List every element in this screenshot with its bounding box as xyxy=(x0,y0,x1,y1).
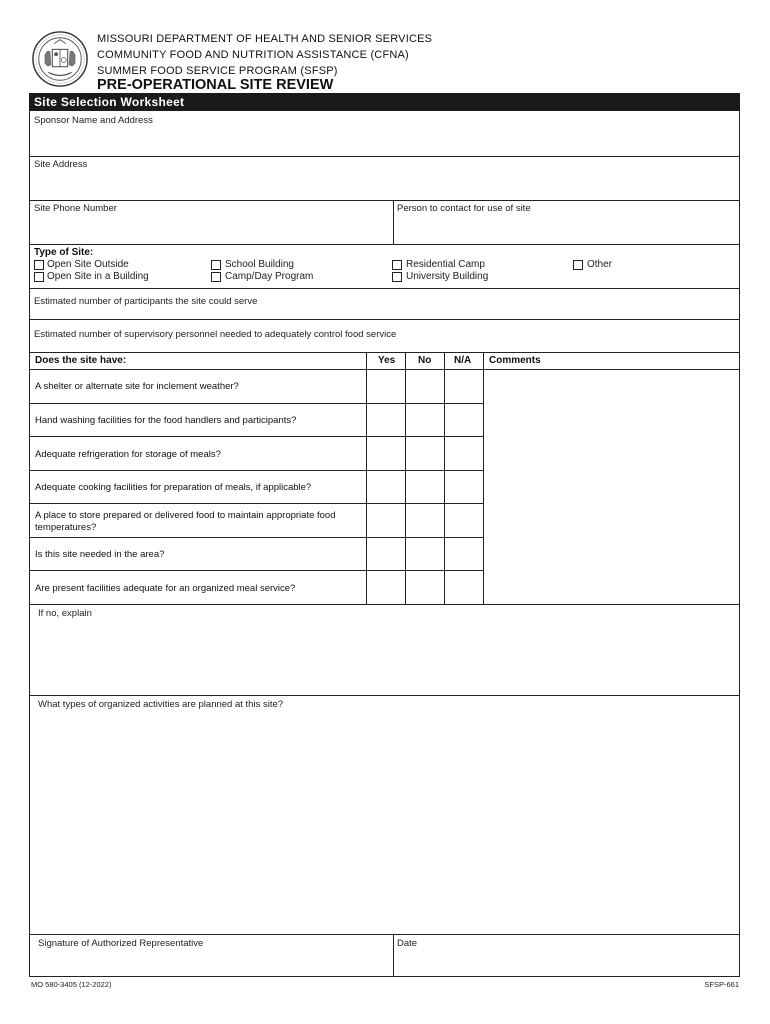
participants-estimate-label: Estimated number of participants the site could serve xyxy=(34,296,258,307)
question-cooking: Adequate cooking facilities for preparation of meals, if applicable? xyxy=(35,482,312,493)
divider xyxy=(29,244,740,245)
contact-person-field[interactable] xyxy=(395,214,738,243)
divider xyxy=(29,288,740,289)
date-label: Date xyxy=(397,938,418,949)
table-header-no: No xyxy=(418,355,432,366)
option-label: Residential Camp xyxy=(406,259,485,270)
divider xyxy=(29,503,483,504)
question-facilities-adequate: Are present facilities adequate for an organized meal service? xyxy=(35,583,296,594)
program-name: SUMMER FOOD SERVICE PROGRAM (SFSP) xyxy=(97,65,338,77)
worksheet-title: Site Selection Worksheet xyxy=(29,93,740,111)
answer-yes-cell[interactable] xyxy=(367,370,405,403)
divider xyxy=(29,537,483,538)
option-label: Other xyxy=(587,259,613,270)
table-header-na: N/A xyxy=(454,355,472,366)
question-shelter: A shelter or alternate site for inclement weather? xyxy=(35,381,239,392)
checkbox-other[interactable] xyxy=(573,260,583,270)
activities-field[interactable] xyxy=(30,711,738,933)
explain-label: If no, explain xyxy=(38,608,92,619)
table-header-comments: Comments xyxy=(489,355,541,366)
activities-label: What types of organized activities are planned at this site? xyxy=(38,699,284,710)
divider xyxy=(29,200,740,201)
type-of-site-label: Type of Site: xyxy=(34,247,94,258)
site-address-field[interactable] xyxy=(30,170,738,199)
signature-field[interactable] xyxy=(30,950,392,976)
divider xyxy=(393,934,394,977)
checkbox-open-site-outside[interactable] xyxy=(34,260,44,270)
table-header-yes: Yes xyxy=(378,355,396,366)
option-label: Camp/Day Program xyxy=(225,271,314,282)
site-address-label: Site Address xyxy=(34,159,88,170)
checkbox-camp-day-program[interactable] xyxy=(211,272,221,282)
question-site-needed: Is this site needed in the area? xyxy=(35,549,165,560)
explain-field[interactable] xyxy=(30,620,738,694)
date-field[interactable] xyxy=(395,950,738,976)
contact-person-label: Person to contact for use of site xyxy=(397,203,531,214)
division-name: COMMUNITY FOOD AND NUTRITION ASSISTANCE (CFNA) xyxy=(97,49,409,61)
divider xyxy=(29,604,740,605)
comments-field[interactable] xyxy=(484,370,739,603)
sponsor-name-field[interactable] xyxy=(30,125,738,155)
divider xyxy=(393,200,394,244)
sponsor-name-label: Sponsor Name and Address xyxy=(34,115,153,126)
checkbox-open-site-in-building[interactable] xyxy=(34,272,44,282)
divider xyxy=(366,403,483,404)
missouri-seal-icon xyxy=(31,30,89,88)
personnel-estimate-label: Estimated number of supervisory personnel needed to adequately control food service xyxy=(34,329,397,340)
divider xyxy=(29,156,740,157)
question-food-storage: A place to store prepared or delivered food to maintain appropriate food temperatures? xyxy=(35,510,336,533)
question-refrigeration: Adequate refrigeration for storage of meals? xyxy=(35,449,221,460)
form-title: PRE-OPERATIONAL SITE REVIEW xyxy=(97,77,334,93)
divider xyxy=(29,570,483,571)
divider xyxy=(29,470,483,471)
site-phone-label: Site Phone Number xyxy=(34,203,117,214)
form-number: MO 580-3405 (12-2022) xyxy=(31,980,112,989)
divider xyxy=(29,319,740,320)
option-label: Open Site in a Building xyxy=(47,271,149,282)
divider xyxy=(29,403,366,404)
site-phone-field[interactable] xyxy=(30,214,392,243)
checkbox-university-building[interactable] xyxy=(392,272,402,282)
divider xyxy=(29,934,740,935)
divider xyxy=(29,695,740,696)
signature-label: Signature of Authorized Representative xyxy=(38,938,204,949)
form-code: SFSP-661 xyxy=(704,980,739,989)
checkbox-residential-camp[interactable] xyxy=(392,260,402,270)
department-name: MISSOURI DEPARTMENT OF HEALTH AND SENIOR SERVICES xyxy=(97,33,433,45)
option-label: Open Site Outside xyxy=(47,259,129,270)
checkbox-school-building[interactable] xyxy=(211,260,221,270)
table-header-question: Does the site have: xyxy=(35,355,127,366)
answer-no-cell[interactable] xyxy=(406,370,444,403)
divider xyxy=(29,352,740,353)
option-label: School Building xyxy=(225,259,294,270)
question-hand-washing: Hand washing facilities for the food handlers and participants? xyxy=(35,415,297,426)
option-label: University Building xyxy=(406,271,489,282)
answer-na-cell[interactable] xyxy=(445,370,483,403)
divider xyxy=(29,436,483,437)
